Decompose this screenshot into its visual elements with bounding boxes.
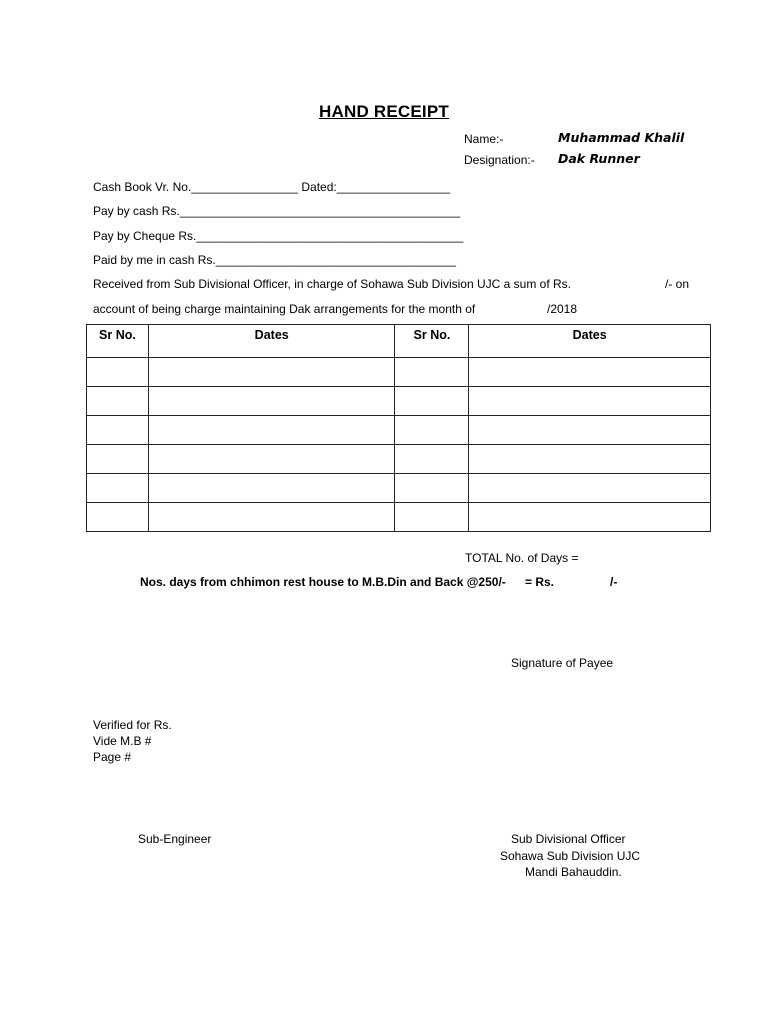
pay-cash-line: Pay by cash Rs.__________________________________________ <box>93 204 461 218</box>
sdo-line-3: Mandi Bahauddin. <box>525 865 622 879</box>
table-cell[interactable] <box>469 387 711 416</box>
dates-table <box>86 324 711 532</box>
table-cell[interactable] <box>148 387 395 416</box>
table-row <box>87 358 711 387</box>
table-cell[interactable] <box>395 503 469 532</box>
header-dates-2: Dates <box>469 325 711 358</box>
name-value: Muhammad Khalil <box>558 130 685 145</box>
table-cell[interactable] <box>148 474 395 503</box>
cash-book-line: Cash Book Vr. No.________________ Dated:_________________ <box>93 180 451 194</box>
table-cell[interactable] <box>469 416 711 445</box>
table-cell[interactable] <box>469 445 711 474</box>
signature-of-payee: Signature of Payee <box>511 656 614 670</box>
table-row <box>87 474 711 503</box>
table-cell[interactable] <box>395 387 469 416</box>
verified-line-2: Vide M.B # <box>93 734 152 748</box>
verified-line-1: Verified for Rs. <box>93 718 172 732</box>
table-cell[interactable] <box>148 503 395 532</box>
table-row <box>87 503 711 532</box>
table-cell[interactable] <box>148 445 395 474</box>
table-cell[interactable] <box>395 416 469 445</box>
designation-label: Designation:- <box>464 153 535 167</box>
table-header-row <box>87 325 711 358</box>
sdo-line-1: Sub Divisional Officer <box>511 832 626 846</box>
total-days-label: TOTAL No. of Days = <box>465 551 579 565</box>
statement-year: /2018 <box>547 302 578 316</box>
table-row <box>87 445 711 474</box>
nos-days-line: Nos. days from chhimon rest house to M.B.Din and Back @250/- <box>140 575 506 589</box>
table-cell[interactable] <box>87 358 149 387</box>
rs-slash: /- <box>610 575 618 589</box>
table-cell[interactable] <box>87 387 149 416</box>
table-cell[interactable] <box>87 416 149 445</box>
verified-line-3: Page # <box>93 750 132 764</box>
table-row <box>87 387 711 416</box>
sdo-line-2: Sohawa Sub Division UJC <box>500 849 641 863</box>
table-cell[interactable] <box>148 358 395 387</box>
table-cell[interactable] <box>87 503 149 532</box>
table-cell[interactable] <box>469 503 711 532</box>
table-cell[interactable] <box>87 445 149 474</box>
statement-line-2: account of being charge maintaining Dak arrangements for the month of <box>93 302 476 316</box>
table-cell[interactable] <box>87 474 149 503</box>
header-dates-1: Dates <box>148 325 395 358</box>
rs-equals: = Rs. <box>525 575 555 589</box>
table-cell[interactable] <box>148 416 395 445</box>
paid-cash-line: Paid by me in cash Rs.____________________________________ <box>93 253 456 267</box>
statement-line-1: Received from Sub Divisional Officer, in charge of Sohawa Sub Division UJC a sum of Rs. <box>93 277 571 291</box>
header-sr-no-2: Sr No. <box>395 325 469 358</box>
sub-engineer-label: Sub-Engineer <box>138 832 212 846</box>
table-cell[interactable] <box>469 358 711 387</box>
table-row <box>87 416 711 445</box>
table-cell[interactable] <box>395 358 469 387</box>
designation-value: Dak Runner <box>558 151 640 166</box>
table-cell[interactable] <box>395 474 469 503</box>
pay-cheque-line: Pay by Cheque Rs.________________________________________ <box>93 229 464 243</box>
document-title: HAND RECEIPT <box>319 102 449 121</box>
table-cell[interactable] <box>395 445 469 474</box>
name-label: Name:- <box>464 132 504 146</box>
header-sr-no-1: Sr No. <box>87 325 149 358</box>
table-cell[interactable] <box>469 474 711 503</box>
statement-line-1-end: /- on <box>665 277 690 291</box>
